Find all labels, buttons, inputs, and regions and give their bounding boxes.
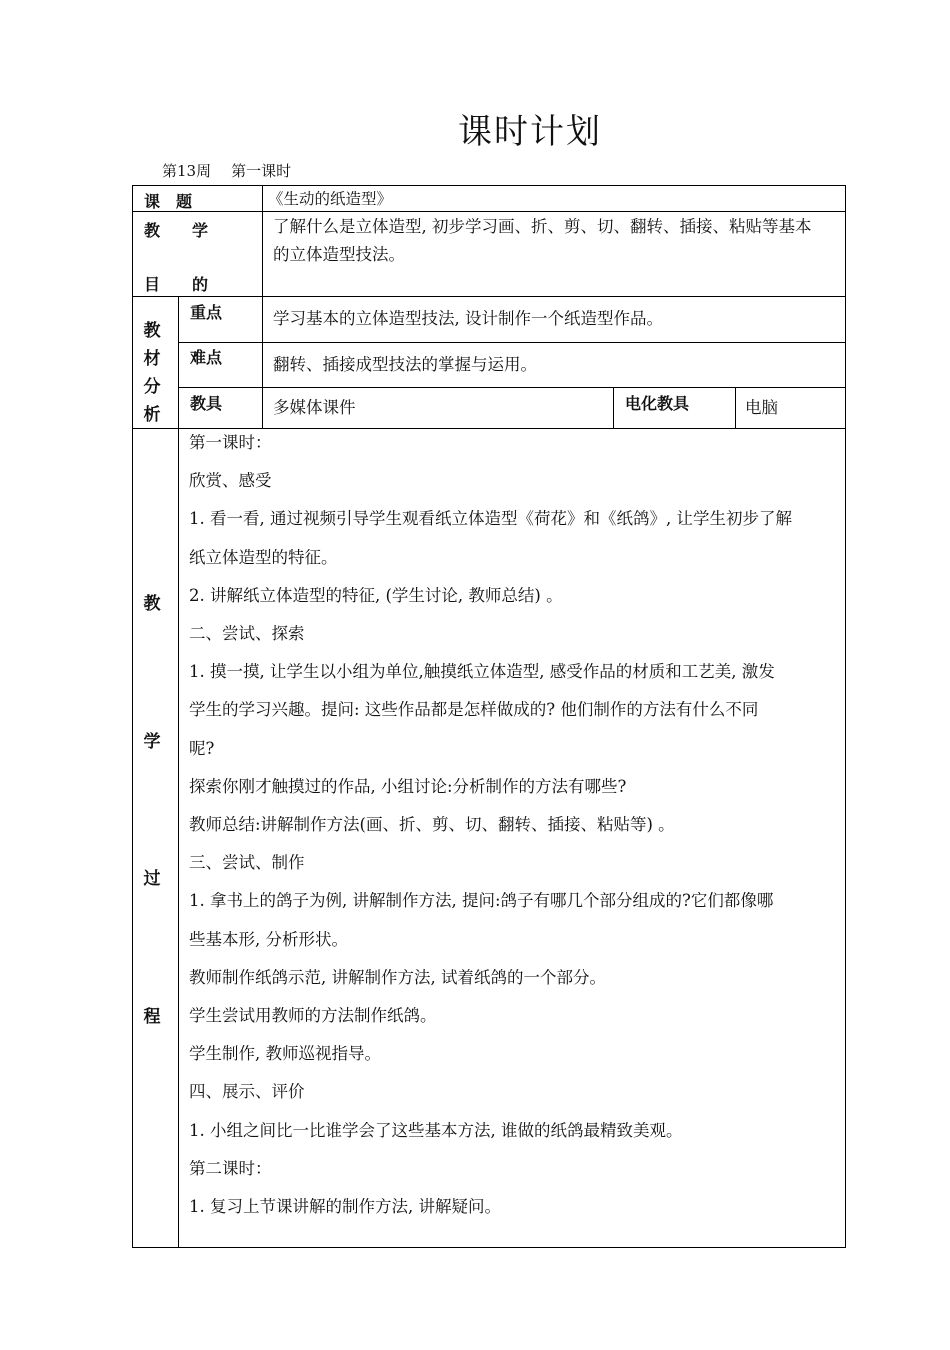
tools-value: 多媒体课件 [273, 398, 356, 417]
analysis-label [132, 316, 178, 428]
topic-value: 《生动的纸造型》 [268, 190, 393, 208]
rule-after-difficulty [178, 387, 846, 388]
process-label-char: 学 [143, 732, 161, 752]
e-tools-value: 电脑 [745, 398, 778, 417]
rule-analysis-col [178, 296, 179, 1248]
rule-etools-left [613, 387, 614, 428]
e-tools-label: 电化教具 [625, 394, 690, 413]
process-line: 第二课时： [189, 1158, 272, 1178]
process-line: 1. 摸一摸, 让学生以小组为单位,触摸纸立体造型, 感受作品的材质和工艺美, 激发 [189, 662, 775, 682]
process-line: 纸立体造型的特征。 [189, 547, 338, 567]
page-title: 课时计划 [458, 112, 602, 152]
process-line: 教师制作纸鸽示范, 讲解制作方法, 试着纸鸽的一个部分。 [189, 967, 606, 987]
tools-label: 教具 [190, 394, 223, 413]
topic-label: 课 题 [144, 192, 193, 211]
process-label-char: 程 [143, 1007, 161, 1027]
rule-label-col [262, 185, 263, 428]
week-label: 第13周 [162, 162, 212, 180]
goal-value [273, 213, 812, 269]
analysis-label-char: 分 [143, 377, 161, 397]
rule-after-topic [132, 211, 846, 212]
process-line: 2. 讲解纸立体造型的特征, (学生讨论, 教师总结) 。 [189, 585, 563, 605]
process-line: 1. 复习上节课讲解的制作方法, 讲解疑问。 [189, 1197, 501, 1217]
process-line: 二、尝试、探索 [189, 624, 305, 644]
key-value: 学习基本的立体造型技法, 设计制作一个纸造型作品。 [273, 309, 663, 328]
rule-top [132, 185, 846, 186]
process-line: 教师总结:讲解制作方法(画、折、剪、切、翻转、插接、粘贴等) 。 [189, 815, 675, 835]
process-label-char: 教 [143, 594, 161, 614]
analysis-label-char: 析 [143, 405, 161, 425]
rule-after-goal [132, 296, 846, 297]
analysis-label-char: 材 [143, 349, 161, 369]
goal-value-line: 的立体造型技法。 [273, 245, 405, 264]
key-label: 重点 [190, 303, 223, 322]
process-line: 欣赏、感受 [189, 471, 272, 491]
goal-label-top: 教 学 [144, 221, 209, 240]
process-line: 学生的学习兴趣。提问: 这些作品都是怎样做成的? 他们制作的方法有什么不同 [189, 700, 759, 720]
process-line: 四、展示、评价 [189, 1082, 305, 1102]
process-line: 第一课时： [189, 433, 272, 452]
process-body [189, 424, 792, 1226]
goal-value-line: 了解什么是立体造型, 初步学习画、折、剪、切、翻转、插接、粘贴等基本 [273, 217, 812, 236]
process-line: 学生尝试用教师的方法制作纸鸽。 [189, 1006, 437, 1026]
analysis-label-char: 教 [143, 321, 161, 341]
goal-label-bottom: 目 的 [144, 275, 209, 294]
process-line: 些基本形, 分析形状。 [189, 929, 348, 949]
process-line: 1. 拿书上的鸽子为例, 讲解制作方法, 提问:鸽子有哪几个部分组成的?它们都像哪 [189, 891, 774, 911]
rule-etools-right [735, 387, 736, 428]
lesson-label: 第一课时 [231, 162, 292, 180]
rule-after-key [178, 342, 846, 343]
difficulty-label: 难点 [190, 348, 223, 367]
process-line: 三、尝试、制作 [189, 853, 305, 873]
process-line: 呢? [189, 738, 215, 758]
rule-bottom [132, 1247, 846, 1248]
process-label-char: 过 [143, 869, 161, 889]
rule-right [845, 185, 846, 1248]
process-line: 探索你刚才触摸过的作品, 小组讨论:分析制作的方法有哪些? [189, 776, 627, 796]
process-line: 1. 小组之间比一比谁学会了这些基本方法, 谁做的纸鸽最精致美观。 [189, 1120, 683, 1140]
process-line: 1. 看一看, 通过视频引导学生观看纸立体造型《荷花》和《纸鸽》, 让学生初步了解 [189, 509, 792, 529]
process-line: 学生制作, 教师巡视指导。 [189, 1044, 381, 1064]
difficulty-value: 翻转、插接成型技法的掌握与运用。 [273, 355, 537, 374]
